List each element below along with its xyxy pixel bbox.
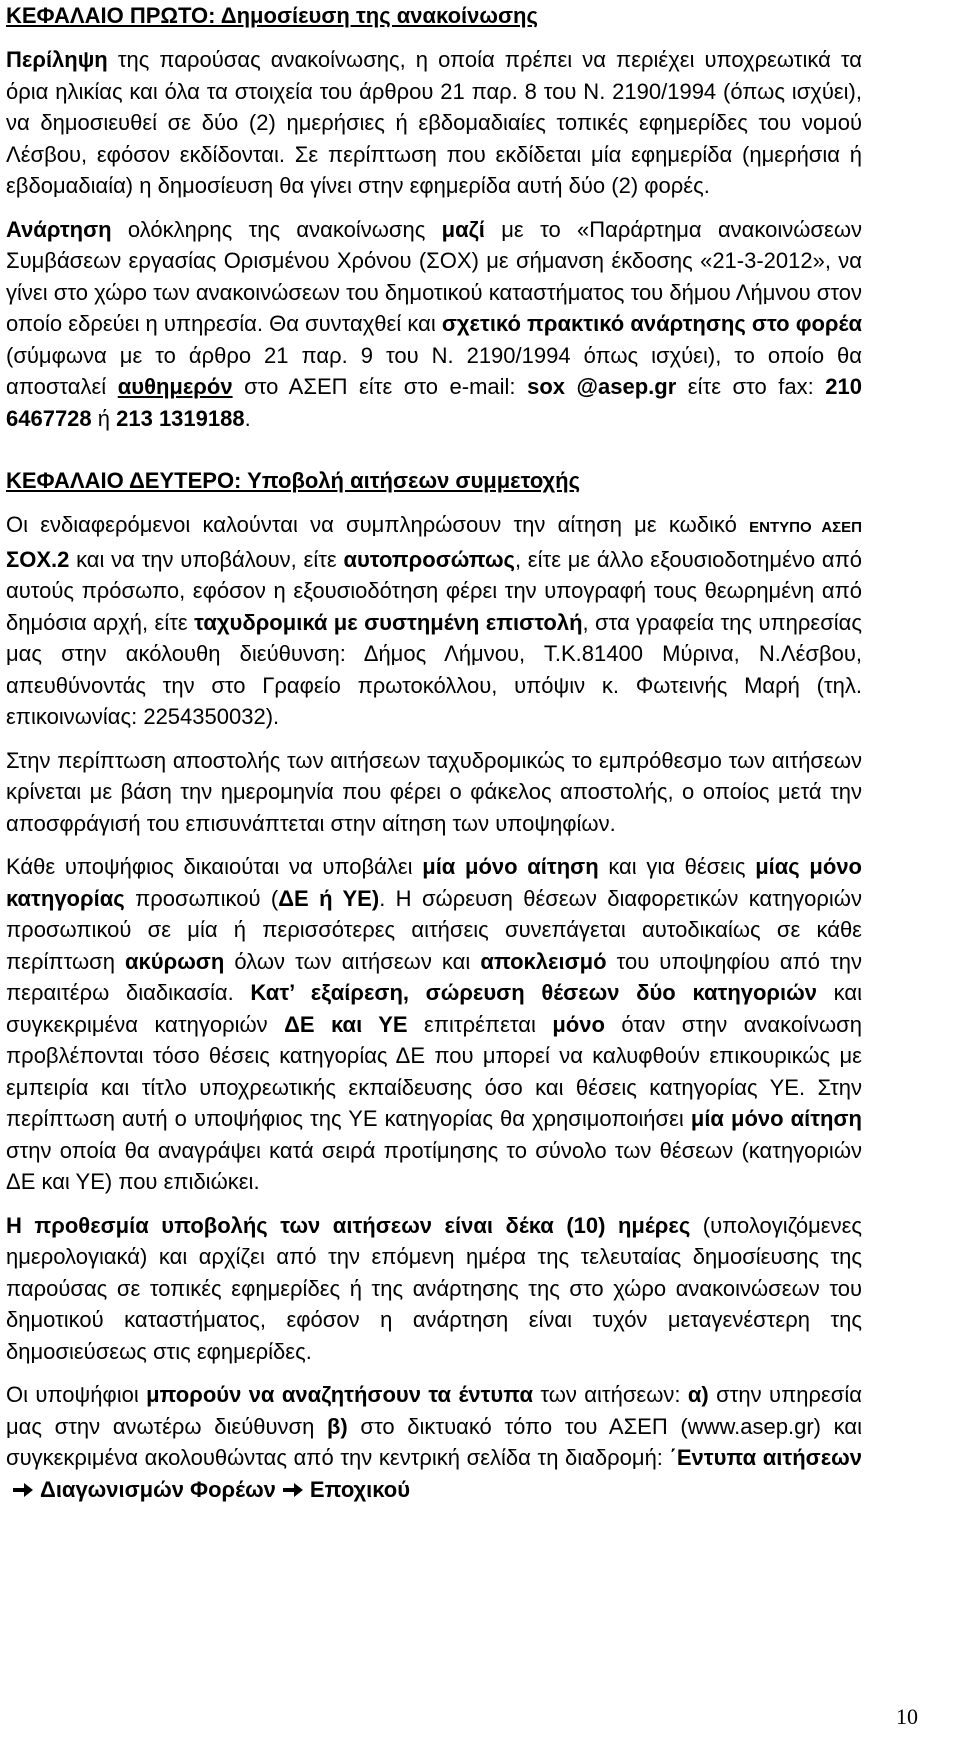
page-number: 10 — [896, 1704, 918, 1729]
chapter-2-heading: ΚΕΦΑΛΑΙΟ ΔΕΥΤΕΡΟ: Υποβολή αιτήσεων συμμετοχής — [6, 468, 581, 493]
arrow-right-icon — [12, 1482, 34, 1498]
chapter-2-paragraph-postal: Στην περίπτωση αποστολής των αιτήσεων ταχυδρομικώς το εμπρόθεσμο των αιτήσεων κρίνεται με βάση την ημερομηνία που φέρει ο φάκελος αποστολής, ο οποίος μετά την αποσφράγισή του επισυνάπτεται στην αίτηση των υποψηφίων. — [6, 747, 862, 836]
arrow-right-icon — [282, 1482, 304, 1498]
chapter-2-paragraph-submission: Οι ενδιαφερόμενοι καλούνται να συμπληρώσουν την αίτηση με κωδικό ΕΝΤΥΠΟ ΑΣΕΠ ΣΟΧ.2 και να την υποβάλουν, είτε αυτοπροσώπως, είτε με άλλο εξουσιοδοτημένο από αυτούς πρόσωπο, εφόσον η εξουσιοδότηση φέρει την υπογραφή τους θεωρημένη από δημόσια αρχή, είτε ταχυδρομικά με συστημένη επιστολή, στα γραφεία της υπηρεσίας μας στην ακόλουθη διεύθυνση: Δήμος Λήμνου, Τ.Κ.81400 Μύρινα, Ν.Λέσβου, απευθύνοντάς την στο Γραφείο πρωτοκόλλου, υπόψιν κ. Φωτεινής Μαρή (τηλ. επικοινωνίας: 2254350032). — [6, 512, 862, 729]
chapter-2-paragraph-single-application: Κάθε υποψήφιος δικαιούται να υποβάλει μία μόνο αίτηση και για θέσεις μίας μόνο κατηγορίας προσωπικού (ΔΕ ή ΥΕ). Η σώρευση θέσεων διαφορετικών κατηγοριών προσωπικού σε μία ή περισσότερες αιτήσεις συνεπάγεται αυτοδικαίως σε κάθε περίπτωση ακύρωση όλων των αιτήσεων και αποκλεισμό του υποψηφίου από την περαιτέρω διαδικασία. Κατ’ εξαίρεση, σώρευση θέσεων δύο κατηγοριών και συγκεκριμένα κατηγοριών ΔΕ και ΥΕ επιτρέπεται μόνο όταν στην ανακοίνωση προβλέπονται τόσο θέσεις κατηγορίας ΔΕ που μπορεί να καλυφθούν επικουρικώς με εμπειρία και τίτλο υποχρεωτικής εκπαίδευσης όσο και θέσεις κατηγορίας ΥΕ. Στην περίπτωση αυτή ο υποψήφιος της ΥΕ κατηγορίας θα χρησιμοποιήσει μία μόνο αίτηση στην οποία θα αναγράψει κατά σειρά προτίμησης το σύνολο των θέσεων (κατηγοριών ΔΕ και ΥΕ) που επιδιώκει. — [6, 854, 863, 1194]
chapter-1-paragraph-posting: Ανάρτηση ολόκληρης της ανακοίνωσης μαζί με το «Παράρτημα ανακοινώσεων Συμβάσεων εργασίας Ορισμένου Χρόνου (ΣΟΧ) με σήμανση έκδοσης «21-3-2012», να γίνει στο χώρο των ανακοινώσεων του δημοτικού καταστήματος του δήμου Λήμνου στον οποίο εδρεύει η υπηρεσία. Θα συνταχθεί και σχετικό πρακτικό ανάρτησης στο φορέα (σύμφωνα με το άρθρο 21 παρ. 9 του Ν. 2190/1994 όπως ισχύει), το οποίο θα αποσταλεί αυθημερόν στο ΑΣΕΠ είτε στο e-mail: sox @asep.gr είτε στο fax: 210 6467728 ή 213 1319188. — [6, 216, 863, 431]
chapter-2-paragraph-forms: Οι υποψήφιοι μπορούν να αναζητήσουν τα έντυπα των αιτήσεων: α) στην υπηρεσία μας στην ανωτέρω διεύθυνση β) στο δικτυακό τόπο του ΑΣΕΠ (www.asep.gr) και συγκεκριμένα ακολουθώντας από την κεντρική σελίδα τη διαδρομή: ΄Εντυπα αιτήσεωνΔιαγωνισμών Φορέων Εποχικού — [6, 1382, 862, 1502]
chapter-2-paragraph-deadline: Η προθεσμία υποβολής των αιτήσεων είναι δέκα (10) ημέρες (υπολογιζόμενες ημερολογιακά) και αρχίζει από την επόμενη ημέρα της τελευταίας δημοσίευσης της παρούσας σε τοπικές εφημερίδες ή της ανάρτησης της στο χώρο ανακοινώσεων του δημοτικού καταστήματος, εφόσον η ανάρτηση είναι τυχόν μεταγενέστερη της δημοσιεύσεως στις εφημερίδες. — [6, 1212, 862, 1364]
document-page — [6, 0, 862, 1505]
chapter-1-heading: ΚΕΦΑΛΑΙΟ ΠΡΩΤΟ: Δημοσίευση της ανακοίνωσης — [6, 3, 538, 28]
chapter-1-paragraph-summary: Περίληψη της παρούσας ανακοίνωσης, η οποία πρέπει να περιέχει υποχρεωτικά τα όρια ηλικίας και όλα τα στοιχεία του άρθρου 21 παρ. 8 του Ν. 2190/1994 (όπως ισχύει), να δημοσιευθεί σε δύο (2) ημερήσιες ή εβδομαδιαίες τοπικές εφημερίδες του νομού Λέσβου, εφόσον εκδίδονται. Σε περίπτωση που εκδίδεται μία εφημερίδα (ημερήσια ή εβδομαδιαία) η δημοσίευση θα γίνει στην εφημερίδα αυτή δύο (2) φορές. — [6, 47, 862, 198]
